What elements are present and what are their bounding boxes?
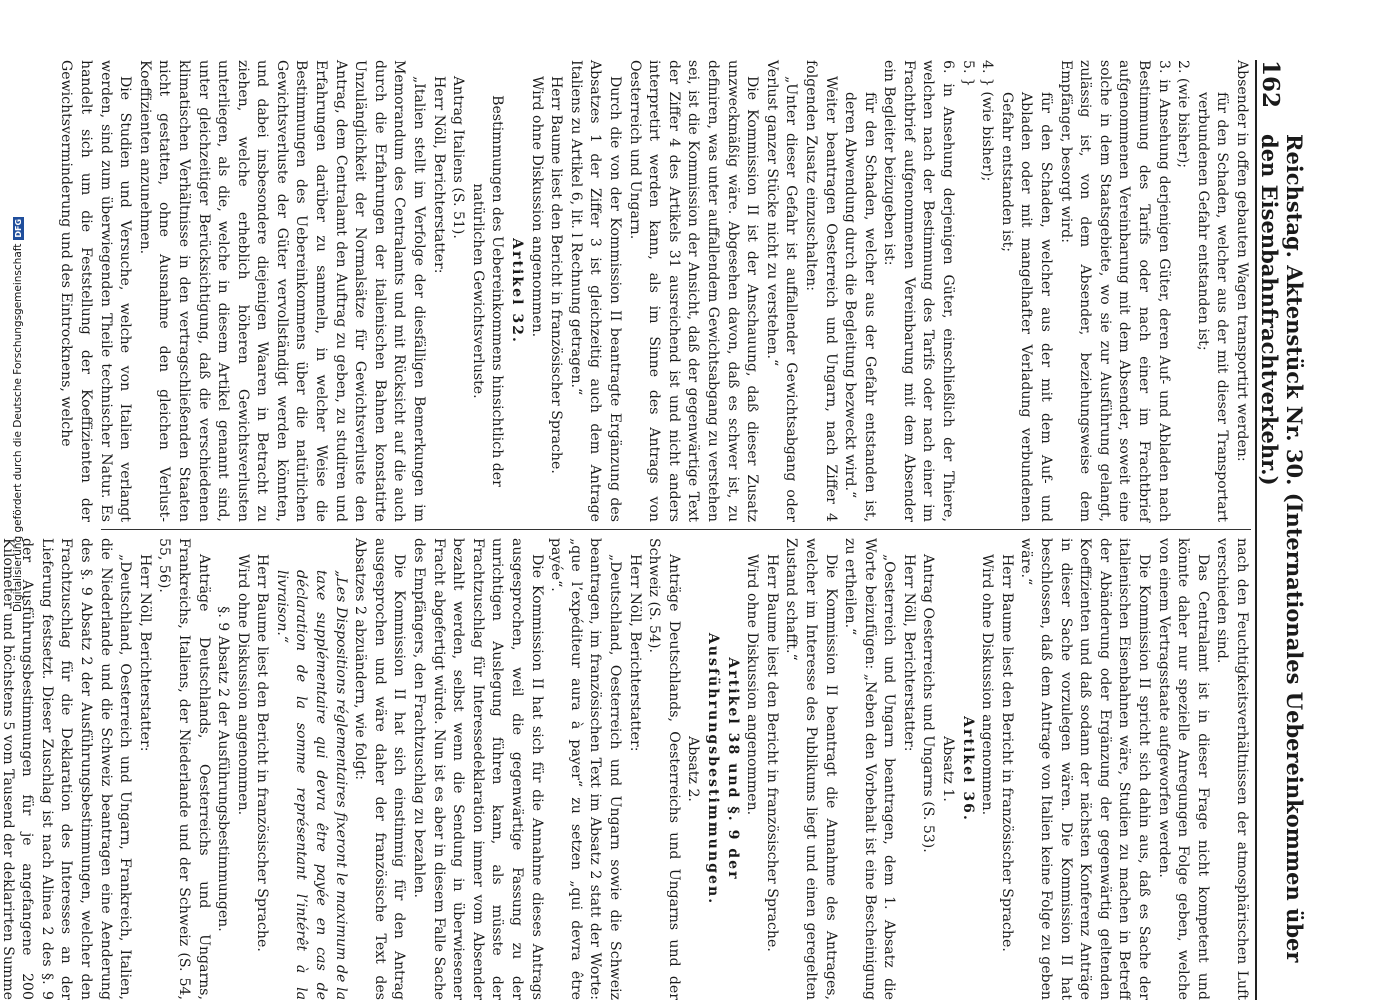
section-heading: Artikel 32. <box>509 238 526 344</box>
paragraph: Antrag Oesterreichs und Ungarns (S. 53). <box>920 554 937 853</box>
left-column <box>58 60 1251 522</box>
paragraph: „Oesterreich und Ungarn beantragen, dem 1. Absatz die Worte beizufügen: „Neben den Vorbehalt ist eine Bescheinigung zu ertheilen.“ <box>842 538 898 1000</box>
paragraph: Herr Baume liest den Bericht in französischer Sprache. <box>763 554 780 952</box>
paragraph: für den Schaden, welcher aus der Gefahr entstanden ist, deren Abwendung durch die Begleitung bezweckt wird.“ <box>842 92 878 522</box>
paragraph: Herr Baume liest den Bericht in französischer Sprache. <box>254 554 271 952</box>
paragraph: Herr Nöll, Berichterstatter: <box>900 554 917 752</box>
paragraph: Wird ohne Diskussion angenommen. <box>744 554 761 816</box>
paragraph: 5. } <box>959 60 976 87</box>
paragraph: Herr Nöll, Berichterstatter: <box>136 554 153 752</box>
paragraph: „Italien stellt im Verfolge der diesfälligen Bemerkungen im Memorandum des Centralamts und mit Rücksicht auf die auch durch die Erfahrungen der italienischen Bahnen konstatirte Unzulänglichkeit der Normalsätze für Gewichtsverluste den Antrag, dem Centralamt den Auftrag zu geben, zu studiren und Erfahrungen darüber zu sammeln, in welcher Weise die Bestimmungen des Uebereinkommens über die natürlichen Gewichtsverluste der Güter vervollständigt werden könnten, und dabei insbesondere diejenigen Waaren in Betracht zu ziehen, welche erheblich höheren Gewichtsverlusten unterliegen, als die, welche in diesem Artikel genannt sind, unter gleichzeitiger Berücksichtigung, daß die verschiedenen klimatischen Verhältnisse in den vertragschließenden Staaten nicht gestatten, ohne Ausnahme den gleichen Verlust-Koeffizienten anzunehmen. <box>136 60 428 522</box>
paragraph: Herr Nöll, Berichterstatter: <box>430 76 447 274</box>
paragraph: Das Centralamt ist in dieser Frage nicht kompetent und könnte daher nur spezielle Anregungen Folge geben, welche von einem Vertragsstaate aufgeworfen werden. <box>1155 538 1211 1000</box>
paragraph: Die Kommission II hat sich für die Annahme dieses Antrags ausgesprochen, weil die gegenwärtige Fassung zu der unrichtigen Auslegung führen kann, als müsste der Frachtzuschlag für Interessedeklaration immer vom Absender bezahlt werden, selbst wenn die Sendung in überwiesener Fracht abgefertigt würde. Nun ist es aber in diesem Falle Sache des Empfängers, den Frachtzuschlag zu bezahlen. <box>411 538 545 1000</box>
paragraph: §. 9 Absatz 2 der Ausführungsbestimmungen. <box>215 606 232 932</box>
paragraph: 4. } (wie bisher); <box>979 60 996 182</box>
paragraph: Absatz 1. <box>940 736 957 802</box>
column-divider <box>101 529 1251 530</box>
section-heading: Artikel 38 und §. 9 der Ausführungsbestimmungen. <box>704 632 741 906</box>
paragraph: Absender in offen gebauten Wagen transportirt werden: <box>1234 60 1250 462</box>
paragraph: 3. in Ansehung derjenigen Güter, deren Auf- und Abladen nach Bestimmung des Tarifs oder nach einer im Frachtbrief aufgenommenen Vereinbarung mit dem Absender, soweit eine solche in dem Staatsgebiete, wo sie zur Ausführung gelangt, zulässig ist, von dem Absender, beziehungsweise dem Empfänger, besorgt wird: <box>1057 60 1172 522</box>
paragraph: für den Schaden, welcher aus der mit dem Auf- und Abladen oder mit mangelhafter Verladung verbundenen Gefahr entstanden ist; <box>998 92 1055 522</box>
paragraph: Die Kommission II hat sich einstimmig für den Antrag ausgesprochen und wäre daher der französische Text des Absatzes 2 abzuändern, wie folgt: <box>352 538 408 1000</box>
paragraph: Die Kommission II ist der Anschauung, daß dieser Zusatz unzweckmäßig wäre. Abgesehen davon, daß es schwer ist, zu definiren, was unter auffallendem Gewichtsabgang zu verstehen sei, ist die Kommission der Ansicht, daß der gegenwärtige Text der Ziffer 4 des Artikels 31 ausreichend ist und nicht anders interpretirt werden kann, als im Sinne des Antrags von Oesterreich und Ungarn. <box>626 60 761 522</box>
paragraph: „Deutschland, Oesterreich und Ungarn sowie die Schweiz beantragen, im französischen Text im Absatz 2 statt der Worte: „que l’expéditeur aura à payer“ zu setzen „qui devra être payée“. <box>548 538 623 1000</box>
paragraph: Wird ohne Diskussion angenommen. <box>234 554 251 816</box>
paragraph: nach den Feuchtigkeitsverhältnissen der atmosphärischen Luft verschieden sind. <box>1214 538 1250 1000</box>
paragraph: Absatz 2. <box>685 736 702 802</box>
page-title: Reichstag. Aktenstück Nr. 30. (Internationales Uebereinkommen über den Eisenbahnfrachtverkehr.) <box>1257 134 1307 963</box>
paragraph: Herr Baume liest den Bericht in französischer Sprache. <box>998 554 1015 952</box>
paragraph: 6. in Ansehung derjenigen Güter, einschließlich der Thiere, welchen nach der Bestimmung des Tarifs oder nach einer im Frachtbrief aufgenommenen Vereinbarung mit dem Absender ein Begleiter beizugeben ist: <box>881 60 957 522</box>
paragraph: Die Studien und Versuche, welche von Italien verlangt werden, sind zum überwiegenden Theile technischer Natur. Es handelt sich um die Feststellung der Koeffizienten der Gewichtsverminderung und des Eintrocknens, welche <box>58 60 134 522</box>
paragraph: Wird ohne Diskussion angenommen. <box>979 554 996 816</box>
paragraph: Die Kommission II beantragt die Annahme des Antrages, welcher im Interesse des Publikums liegt und einen geregelten Zustand schafft.“ <box>783 538 839 1000</box>
page-number: 162 <box>1257 60 1284 109</box>
paragraph: Anträge Deutschlands, Oesterreichs und Ungarns, Frankreichs, Italiens, der Niederlande und der Schweiz (S. 54, 55, 56). <box>156 538 212 1000</box>
paragraph: für den Schaden, welcher aus der mit dieser Transportart verbundenen Gefahr entstanden ist; <box>1194 92 1231 522</box>
paragraph: Die Kommission II spricht sich dahin aus, daß es Sache der italienischen Eisenbahnen wäre, Studien zu machen in Betreff der Abänderung oder Ergänzung der gegenwärtig geltenden Koeffizienten und daß sodann der nächsten Konferenz Anträge in dieser Sache vorzulegen wären. Die Kommission II hat beschlossen, daß dem Antrage von Italien keine Folge zu geben wäre.“ <box>1018 538 1153 1000</box>
paragraph: Antrag Italiens (S. 51). <box>450 76 467 239</box>
paragraph: Herr Nöll, Berichterstatter: <box>626 554 643 752</box>
footer-text: Digitalisierung gefördert durch die Deutsche Forschungsgemeinschaft <box>12 243 24 612</box>
paragraph: Anträge Deutschlands, Oesterreichs und Ungarns und der Schweiz (S. 54). <box>646 538 682 1000</box>
dfg-logo: DFG <box>13 218 23 238</box>
paragraph: 2. (wie bisher); <box>1175 60 1192 168</box>
paragraph: Bestimmungen des Uebereinkommens hinsichtlich der natürlichen Gewichtsverluste. <box>469 95 506 487</box>
right-column <box>0 538 1251 1000</box>
paragraph: Weiter beantragen Oesterreich und Ungarn, nach Ziffer 4 folgenden Zusatz einzuschalten: <box>802 60 839 522</box>
paragraph: „Deutschland, Oesterreich und Ungarn, Frankreich, Italien, die Niederlande und die Schweiz beantragen eine Aenderung des §. 9 Absatz 2 der Ausführungsbestimmungen, welcher den Frachtzuschlag für die Deklaration des Interesses an der Lieferung festsetzt. Dieser Zuschlag ist nach Alinea 2 des §. 9 der Ausführungsbestimmungen für je angefangene 200 Kilometer und höchstens 5 vom Tausend der deklarirten Summe <box>0 538 134 1000</box>
section-heading: Artikel 36. <box>959 716 976 822</box>
paragraph: Durch die von der Kommission II beantragte Ergänzung des Absatzes 1 der Ziffer 3 ist gleichzeitig auch dem Antrage Italiens zu Artikel 6, lit. l Rechnung getragen.“ <box>567 60 623 522</box>
paragraph: Herr Baume liest den Bericht in französischer Sprache. <box>548 76 565 474</box>
paragraph: Wird ohne Diskussion angenommen. <box>528 76 545 338</box>
digitization-footer <box>12 217 24 612</box>
page-header <box>1255 60 1307 1000</box>
paragraph: „Les Dispositions réglementaires fixeront le maximum de la taxe supplémentaire qui devra être payée en cas de déclaration de la somme représentant l’intérêt à la livraison.“ <box>273 570 349 1000</box>
paragraph: „Unter dieser Gefahr ist auffallender Gewichtsabgang oder Verlust ganzer Stücke nicht zu verstehen.“ <box>763 60 800 522</box>
